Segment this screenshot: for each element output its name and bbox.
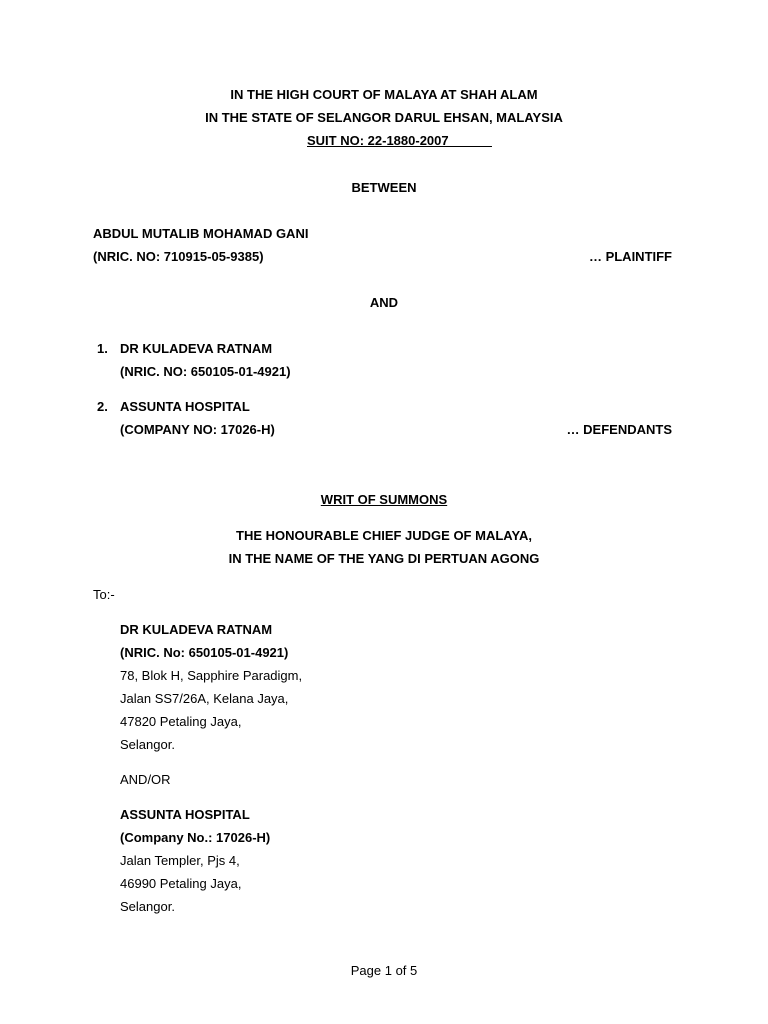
court-heading: IN THE HIGH COURT OF MALAYA AT SHAH ALAM — [230, 87, 538, 102]
defendant-2-name: ASSUNTA HOSPITAL — [120, 399, 250, 414]
recipient-2-id: (Company No.: 17026-H) — [120, 830, 271, 845]
plaintiff-name: ABDUL MUTALIB MOHAMAD GANI — [93, 226, 309, 241]
recipient-2-address-line: 46990 Petaling Jaya, — [120, 876, 242, 891]
defendant-1-id: (NRIC. NO: 650105-01-4921) — [120, 364, 291, 379]
recipient-1-address-line: 78, Blok H, Sapphire Paradigm, — [120, 668, 303, 683]
state-heading: IN THE STATE OF SELANGOR DARUL EHSAN, MALAYSIA — [205, 110, 563, 125]
suit-number: SUIT NO: 22-1880-2007 — [307, 133, 492, 148]
between-label: BETWEEN — [351, 180, 417, 195]
recipient-1-address-line: Jalan SS7/26A, Kelana Jaya, — [120, 691, 289, 706]
recipient-1-id: (NRIC. No: 650105-01-4921) — [120, 645, 289, 660]
recipient-2-address-line: Selangor. — [120, 899, 175, 914]
agong-line: IN THE NAME OF THE YANG DI PERTUAN AGONG — [228, 551, 540, 566]
judge-line: THE HONOURABLE CHIEF JUDGE OF MALAYA, — [236, 528, 532, 543]
to-label: To:- — [93, 587, 115, 602]
plaintiff-nric: (NRIC. NO: 710915-05-9385) — [93, 249, 264, 264]
recipient-2-name: ASSUNTA HOSPITAL — [120, 807, 250, 822]
defendant-1-name: DR KULADEVA RATNAM — [120, 341, 273, 356]
page-number: Page 1 of 5 — [350, 963, 418, 978]
defendant-2-number: 2. — [97, 399, 108, 414]
defendant-1-number: 1. — [97, 341, 108, 356]
recipient-1-name: DR KULADEVA RATNAM — [120, 622, 273, 637]
recipient-1-address-line: 47820 Petaling Jaya, — [120, 714, 242, 729]
defendants-role: … DEFENDANTS — [566, 422, 672, 437]
writ-title: WRIT OF SUMMONS — [320, 492, 448, 507]
andor-label: AND/OR — [120, 772, 171, 787]
and-label: AND — [369, 295, 399, 310]
recipient-1-address-line: Selangor. — [120, 737, 175, 752]
plaintiff-role: … PLAINTIFF — [588, 249, 672, 264]
defendant-2-id: (COMPANY NO: 17026-H) — [120, 422, 275, 437]
recipient-2-address-line: Jalan Templer, Pjs 4, — [120, 853, 240, 868]
